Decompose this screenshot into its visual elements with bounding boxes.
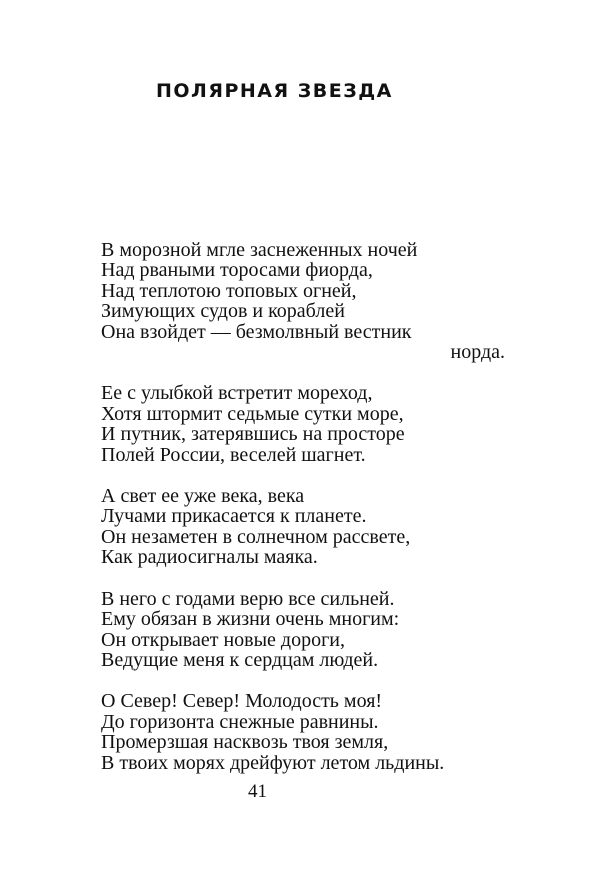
poem-line: В твоих морях дрейфуют летом льдины. <box>101 751 445 774</box>
poem-line: Над рваными торосами фиорда, <box>101 259 373 282</box>
poem-line: Лучами прикасается к планете. <box>101 505 367 528</box>
poem-body <box>101 240 521 794</box>
poem-line: В морозной мгле заснеженных ночей <box>101 239 418 261</box>
poem-line: А свет ее уже века, века <box>101 485 305 508</box>
stanza-5 <box>101 691 521 773</box>
poem-title: ПОЛЯРНАЯ ЗВЕЗДА <box>156 80 393 102</box>
poem-line: Над теплотою топовых огней, <box>101 279 357 302</box>
poem-line: И путник, затерявшись на просторе <box>101 423 405 446</box>
poem-line: Ему обязан в жизни очень многим: <box>101 608 400 631</box>
poem-line: Он открывает новые дороги, <box>101 628 345 651</box>
stanza-1 <box>101 240 521 362</box>
poem-line: Ведущие меня к сердцам людей. <box>101 648 379 671</box>
poem-line: Полей России, веселей шагнет. <box>101 443 366 466</box>
poem-line-carryover: норда. <box>450 341 505 364</box>
stanza-4 <box>101 589 521 671</box>
poem-line: В него с годами верю все сильней. <box>101 587 395 610</box>
poem-line: Он незаметен в солнечном рассвете, <box>101 525 411 548</box>
poem-line: О Север! Север! Молодость моя! <box>101 690 383 713</box>
poem-line: Она взойдет — безмолвный вестник <box>101 320 412 343</box>
poem-line: Промерзшая насквозь твоя земля, <box>101 731 389 754</box>
page-number: 41 <box>248 781 267 802</box>
poem-line: Ее с улыбкой встретит мореход, <box>101 382 373 405</box>
poem-line: До горизонта снежные равнины. <box>101 710 379 733</box>
poem-line: Хотя штормит седьмые сутки море, <box>101 402 404 425</box>
poem-line: Как радиосигналы маяка. <box>101 546 318 569</box>
poem-line: Зимующих судов и кораблей <box>101 300 345 323</box>
stanza-2 <box>101 383 521 465</box>
stanza-3 <box>101 486 521 568</box>
